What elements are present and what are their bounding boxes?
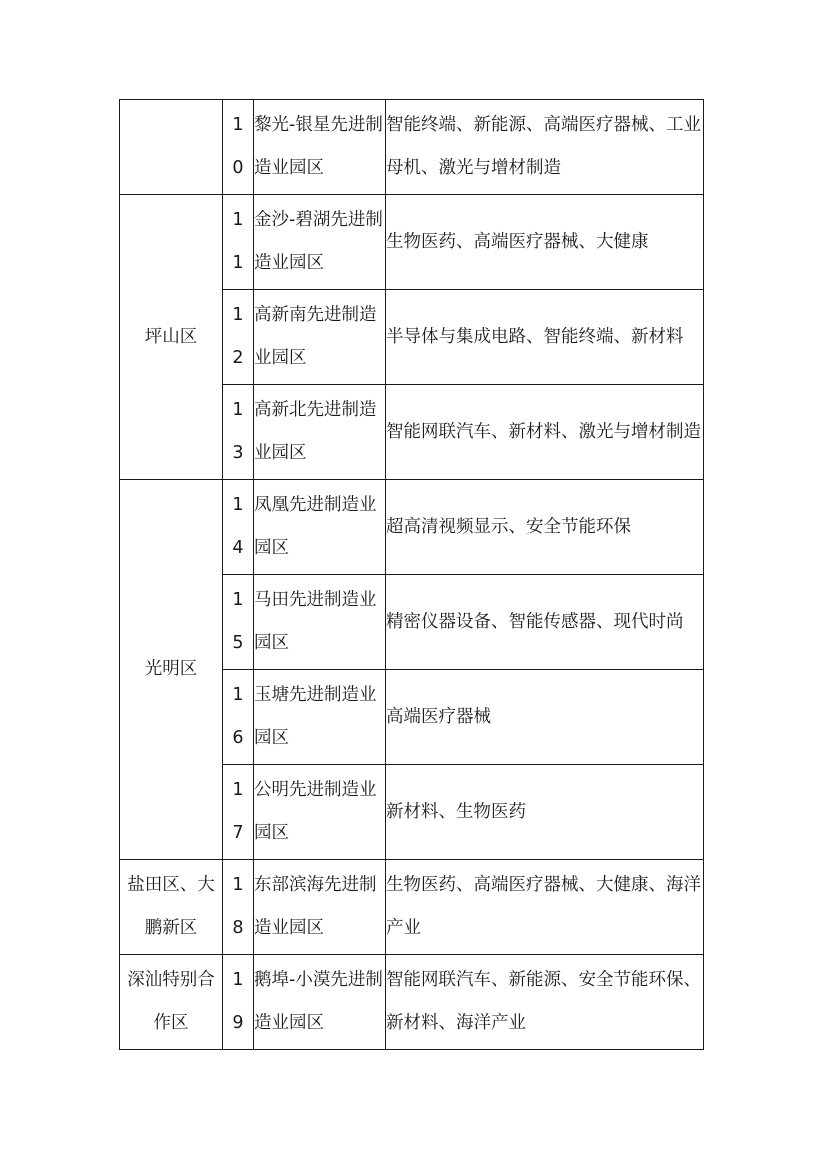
park-industries: 精密仪器设备、智能传感器、现代时尚 xyxy=(386,575,704,670)
park-name: 公明先进制造业园区 xyxy=(254,765,386,860)
park-industries: 智能网联汽车、新能源、安全节能环保、新材料、海洋产业 xyxy=(386,955,704,1050)
row-number: 1 4 xyxy=(223,480,254,575)
park-name: 鹅埠-小漠先进制造业园区 xyxy=(254,955,386,1050)
district-cell: 深汕特别合作区 xyxy=(120,955,223,1050)
row-number: 1 9 xyxy=(223,955,254,1050)
row-number: 1 7 xyxy=(223,765,254,860)
district-cell xyxy=(120,100,223,195)
park-name: 凤凰先进制造业园区 xyxy=(254,480,386,575)
table-row xyxy=(120,955,704,1050)
park-name: 金沙-碧湖先进制造业园区 xyxy=(254,195,386,290)
row-number: 1 6 xyxy=(223,670,254,765)
park-name: 玉塘先进制造业园区 xyxy=(254,670,386,765)
table-row xyxy=(120,195,704,290)
park-industries: 智能终端、新能源、高端医疗器械、工业母机、激光与增材制造 xyxy=(386,100,704,195)
park-name: 马田先进制造业园区 xyxy=(254,575,386,670)
park-industries: 高端医疗器械 xyxy=(386,670,704,765)
park-industries: 半导体与集成电路、智能终端、新材料 xyxy=(386,290,704,385)
park-industries: 智能网联汽车、新材料、激光与增材制造 xyxy=(386,385,704,480)
district-cell: 坪山区 xyxy=(120,195,223,480)
row-number: 1 0 xyxy=(223,100,254,195)
table-row xyxy=(120,860,704,955)
row-number: 1 2 xyxy=(223,290,254,385)
table-row xyxy=(120,100,704,195)
table-row xyxy=(120,480,704,575)
park-industries: 生物医药、高端医疗器械、大健康、海洋产业 xyxy=(386,860,704,955)
district-cell: 盐田区、大鹏新区 xyxy=(120,860,223,955)
park-industries: 超高清视频显示、安全节能环保 xyxy=(386,480,704,575)
park-name: 高新南先进制造业园区 xyxy=(254,290,386,385)
row-number: 1 8 xyxy=(223,860,254,955)
park-name: 东部滨海先进制造业园区 xyxy=(254,860,386,955)
park-name: 黎光-银星先进制造业园区 xyxy=(254,100,386,195)
park-industries: 新材料、生物医药 xyxy=(386,765,704,860)
row-number: 1 5 xyxy=(223,575,254,670)
district-cell: 光明区 xyxy=(120,480,223,860)
row-number: 1 3 xyxy=(223,385,254,480)
industrial-parks-table xyxy=(119,99,704,1050)
park-industries: 生物医药、高端医疗器械、大健康 xyxy=(386,195,704,290)
park-name: 高新北先进制造业园区 xyxy=(254,385,386,480)
row-number: 1 1 xyxy=(223,195,254,290)
